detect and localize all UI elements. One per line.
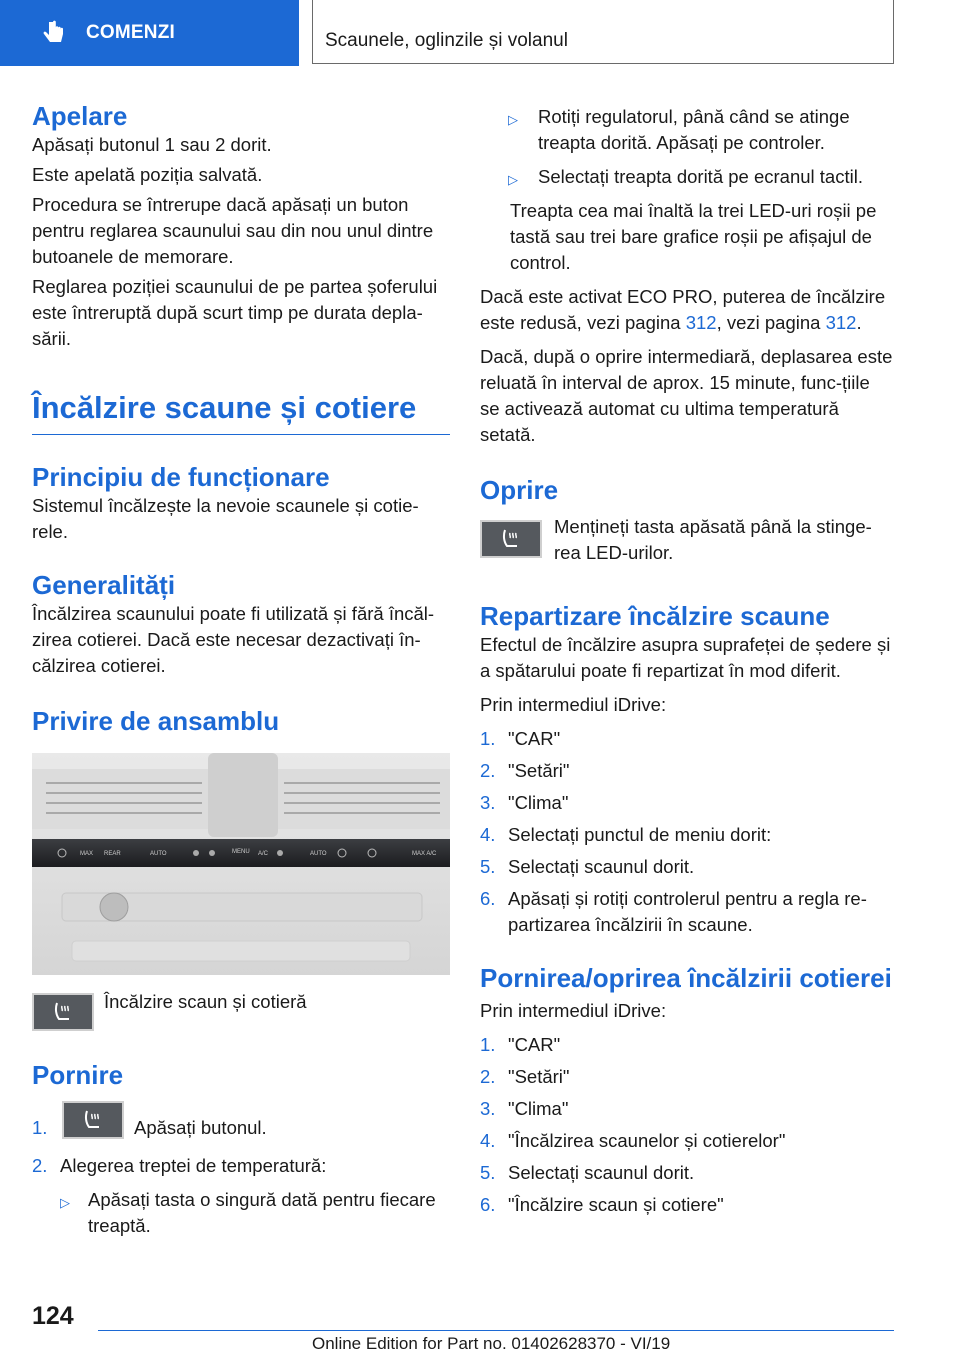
panel-label: AUTO bbox=[150, 851, 167, 857]
paragraph: Încălzirea scaunului poate fi utilizată și fără încăl-zirea cotierei. Dacă este necesar dezactivați în-călzirea cotierei. bbox=[32, 603, 435, 676]
list-number: 1. bbox=[480, 1034, 496, 1055]
list-text: Selectați scaunul dorit. bbox=[508, 1162, 695, 1183]
paragraph: Dacă, după o oprire intermediară, deplasarea este reluată în interval de aprox. 15 minute, func-țiile se activează automat cu ultima temperatură setată. bbox=[480, 346, 893, 445]
note-text: Treapta cea mai înaltă la trei LED-uri roșii pe tastă sau trei bare grafice roșii pe afișajul de control. bbox=[510, 200, 877, 273]
footer-divider bbox=[98, 1330, 894, 1331]
list-item bbox=[480, 1128, 894, 1154]
page-number: 124 bbox=[32, 1302, 74, 1330]
eco-text: . bbox=[856, 312, 862, 333]
list-number: 5. bbox=[480, 1162, 496, 1183]
list-number: 6. bbox=[480, 1194, 496, 1215]
list-item bbox=[480, 1096, 894, 1122]
list-item bbox=[480, 790, 894, 816]
heading-cotiere: Pornirea/oprirea încălzirii cotierei bbox=[480, 963, 892, 993]
paragraph: Efectul de încălzire asupra suprafeței de ședere și a spătarului poate fi repartizat în mod diferit. bbox=[480, 634, 891, 681]
panel-label: MAX A/C bbox=[412, 851, 437, 857]
right-column bbox=[480, 104, 894, 1218]
list-item bbox=[480, 758, 894, 784]
list-item bbox=[32, 1101, 450, 1143]
list-text: "Setări" bbox=[508, 1066, 570, 1087]
panel-label: REAR bbox=[104, 851, 121, 857]
page-ref-link[interactable]: 312 bbox=[685, 312, 717, 333]
footer-edition: Online Edition for Part no. 01402628370 - VI/19 bbox=[312, 1334, 671, 1353]
paragraph: Procedura se întrerupe dacă apăsați un buton pentru reglarea scaunului sau din nou unul dintre butoanele de memorare. bbox=[32, 194, 434, 267]
list-number: 2. bbox=[480, 1066, 496, 1087]
list-text: Selectați scaunul dorit. bbox=[508, 856, 695, 877]
triangle-bullet-icon: ▷ bbox=[508, 172, 518, 187]
heading-generalitati: Generalități bbox=[32, 570, 176, 600]
paragraph: Este apelată poziția salvată. bbox=[32, 164, 263, 185]
list-number: 6. bbox=[480, 888, 496, 909]
seat-heating-icon bbox=[81, 1108, 105, 1132]
list-item bbox=[480, 1160, 894, 1186]
list-text: "CAR" bbox=[508, 1034, 561, 1055]
list-item bbox=[480, 1192, 894, 1218]
list-text: "Clima" bbox=[508, 1098, 569, 1119]
bullet-item bbox=[60, 1187, 450, 1239]
page-ref-link[interactable]: 312 bbox=[825, 312, 857, 333]
list-text: Selectați punctul de meniu dorit: bbox=[508, 824, 772, 845]
list-item bbox=[480, 1064, 894, 1090]
heading-pornire: Pornire bbox=[32, 1060, 124, 1090]
seat-heating-button[interactable] bbox=[32, 993, 94, 1031]
seat-heating-button[interactable] bbox=[62, 1101, 124, 1139]
list-text: "Încălzire scaun și cotiere" bbox=[508, 1194, 724, 1215]
oprire-text: Mențineți tasta apăsată până la stinge-rea LED-urilor. bbox=[554, 516, 872, 563]
bullet-item bbox=[508, 164, 894, 190]
paragraph: Sistemul încălzește la nevoie scaunele și cotie-rele. bbox=[32, 495, 419, 542]
list-number: 4. bbox=[480, 1130, 496, 1151]
section-title: COMENZI bbox=[86, 22, 176, 43]
list-number: 2. bbox=[32, 1155, 48, 1176]
list-number: 3. bbox=[480, 1098, 496, 1119]
list-text: "Încălzirea scaunelor și cotierelor" bbox=[508, 1130, 786, 1151]
list-item bbox=[480, 854, 894, 880]
list-number: 1. bbox=[32, 1117, 48, 1138]
seat-heating-button[interactable] bbox=[480, 520, 542, 558]
panel-label: A/C bbox=[258, 851, 269, 857]
page-header bbox=[0, 0, 960, 66]
climate-panel-photo bbox=[32, 753, 450, 975]
list-item bbox=[480, 822, 894, 848]
list-item bbox=[480, 1032, 894, 1058]
triangle-bullet-icon: ▷ bbox=[508, 112, 518, 127]
panel-label: AUTO bbox=[310, 851, 327, 857]
seat-heating-icon bbox=[499, 527, 523, 551]
main-title-block bbox=[32, 388, 450, 435]
panel-label: MAX bbox=[80, 851, 94, 857]
list-number: 3. bbox=[480, 792, 496, 813]
heading-privire: Privire de ansamblu bbox=[32, 706, 280, 736]
section-tab[interactable] bbox=[0, 0, 299, 66]
numbered-list bbox=[480, 1032, 894, 1218]
paragraph bbox=[480, 284, 894, 336]
bullet-text: Rotiți regulatorul, până când se atinge treapta dorită. Apăsați pe controler. bbox=[538, 106, 850, 153]
bullet-text: Selectați treapta dorită pe ecranul tactil. bbox=[538, 166, 863, 187]
triangle-bullet-icon: ▷ bbox=[60, 1195, 70, 1210]
left-column bbox=[32, 100, 450, 1239]
eco-text: Dacă este activat ECO PRO, puterea de încălzire este redusă, vezi pagina bbox=[480, 286, 886, 333]
list-number: 4. bbox=[480, 824, 496, 845]
paragraph: Prin intermediul iDrive: bbox=[480, 694, 667, 715]
chapter-title: Scaunele, oglinzile și volanul bbox=[325, 30, 568, 51]
list-item bbox=[480, 726, 894, 752]
list-text: Apăsați butonul. bbox=[134, 1117, 267, 1138]
numbered-list bbox=[480, 726, 894, 938]
heading-oprire: Oprire bbox=[480, 475, 559, 505]
panel-label: MENU bbox=[232, 849, 250, 855]
list-text: "CAR" bbox=[508, 728, 561, 749]
list-number: 1. bbox=[480, 728, 496, 749]
list-item bbox=[480, 886, 894, 938]
list-text: Alegerea treptei de temperatură: bbox=[60, 1155, 327, 1176]
paragraph: Reglarea poziției scaunului de pe partea șoferului este întreruptă după scurt timp pe durata depla-sării. bbox=[32, 276, 438, 349]
icon-caption-row bbox=[32, 993, 450, 1031]
heading-apelare: Apelare bbox=[32, 101, 128, 131]
icon-caption: Încălzire scaun și cotieră bbox=[104, 991, 307, 1012]
list-item bbox=[32, 1153, 450, 1179]
list-text: "Clima" bbox=[508, 792, 569, 813]
bullet-item bbox=[508, 104, 894, 156]
icon-caption-row bbox=[480, 516, 894, 566]
list-number: 2. bbox=[480, 760, 496, 781]
list-number: 5. bbox=[480, 856, 496, 877]
eco-text: , vezi pagina bbox=[716, 312, 826, 333]
seat-heating-icon bbox=[51, 1000, 75, 1024]
list-text: Apăsați și rotiți controlerul pentru a regla re-partizarea încălzirii în scaune. bbox=[508, 888, 867, 935]
paragraph: Prin intermediul iDrive: bbox=[480, 1000, 667, 1021]
hand-pointer-icon bbox=[40, 19, 68, 47]
heading-repartizare: Repartizare încălzire scaune bbox=[480, 601, 830, 631]
paragraph: Apăsați butonul 1 sau 2 dorit. bbox=[32, 134, 272, 155]
bullet-text: Apăsați tasta o singură dată pentru fiecare treaptă. bbox=[88, 1189, 436, 1236]
heading-principiu: Principiu de funcționare bbox=[32, 462, 330, 492]
main-title: Încălzire scaune și cotiere bbox=[32, 390, 417, 425]
chapter-header bbox=[312, 0, 894, 64]
list-text: "Setări" bbox=[508, 760, 570, 781]
